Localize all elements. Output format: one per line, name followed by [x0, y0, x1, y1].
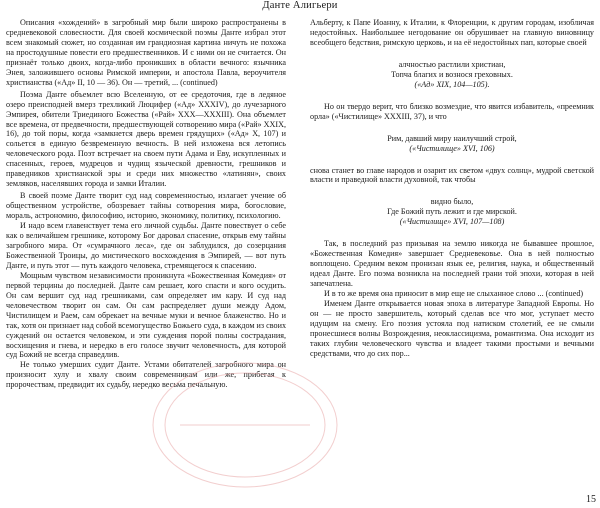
- right-column: [310, 18, 594, 359]
- verse-quote: [310, 134, 594, 154]
- paragraph: И в то же время она приносит в мир еще не слыханное слово ... (continued): [324, 289, 584, 299]
- paragraph: снова станет во главе народов и озарит их светом «двух солнц», мудрой светской власти и праведной власти духовной, так чтобы: [310, 165, 594, 185]
- verse-citation: («Ад» XIX, 104—105).: [414, 79, 490, 89]
- paragraph: Не только умерших судит Данте. Устами обитателей загробного мира он произносит хулу и хвалу своим современникам или же, прибегая к пророчествам, предвидит их судьбу, нередко весьма печальную.: [6, 360, 286, 390]
- paragraph: Альберту, к Папе Иоанну, к Италии, к Флоренции, к другим городам, изобличая недостойных. Наибольшее негодование он обрушивает на главную виновницу всеобщего бедствия, римскую церковь, и на её недостойных пап, которые своей: [310, 18, 594, 47]
- verse-line: Топча благих и вознося греховных.: [391, 69, 513, 79]
- page-number: 15: [586, 494, 596, 505]
- verse-citation: («Чистилище» XVI, 107—108): [399, 217, 505, 227]
- verse-citation: («Чистилище» XVI, 106): [409, 143, 495, 153]
- paragraph: Поэма Данте объемлет всю Вселенную, от ее средоточия, где в ледяное озеро преисподней вмерз трехликий Люцифер («Ад» XXXIV), до лучезарного Эмпирея, обители Триединого Божества («Рай» XXX—XXXIII). Она объемлет все времена, от предвечности, предшествующей сотворению мира («Рай» XXIX, 16), до той поры, когда «замкнется дверь времен грядущих» («Ад» X, 107) и сольется в единую безвременную вечность. В ней изложена вся летопись человеческого рода. Поэт встречает на своем пути Адама и Еву, искупленных и спасенных, героев, мудрецов и чудищ языческой древности, грешников и праведников христианской эры и среди них множество «латинян», своих земляков, населявших города и замки Италии.: [6, 89, 286, 189]
- verse-line: видно было,: [430, 197, 474, 207]
- verse-quote: [310, 197, 594, 227]
- paragraph: Описания «хождений» в загробный мир были широко распространены в средневековой словесности. Для своей космической поэмы Данте избрал этот всем знакомый сюжет, но созданная им грандиозная картина ничуть не похожа на простодушные повести его предшественников. И с ними он не считается. Он признаёт только двоих, когда-либо проникших в области вечного: язычника Энея, заложившего основы Римской империи, и апостола Павла, вероучителя христианства («Ад» II, 10 — 36). Он — третий, ... (continued): [6, 18, 286, 87]
- paragraph: И надо всем главенствует тема его личной судьбы. Данте повествует о себе как о величайшем грешнике, которому Бог даровал спасение, открыв ему тайны загробного мира. От «сумрачного леса», где он заблудился, до созерцания Божественной Троицы, до мистического восхождения в Эмпирей, — вот путь Данте, и путь этот — путь каждого человека, стремящегося к спасению.: [6, 221, 286, 270]
- running-title: Данте Алигьери: [262, 0, 338, 11]
- verse-line: алчностью растлили христиан,: [398, 59, 506, 69]
- verse-quote: [310, 60, 594, 90]
- paragraph: Так, в последний раз призывая на землю никогда не бывавшее прошлое, «Божественная Комедия» завершает Средневековье. Она в ней полностью воплощено. Средним веком пронизан язык ее, религия, наука, и общественный идеал Данте. Его поэма возникла на последней грани той эпохи, которая в ней запечатлена.: [310, 239, 594, 289]
- paragraph: Но он твердо верит, что близко возмездие, что явится избавитель, «преемник орла» («Чистилище» XXXIII, 37), и что: [310, 101, 594, 121]
- paragraph: Именем Данте открывается новая эпоха в литературе Западной Европы. Но он — не просто завершитель, который сделав все что мог, уступает место идущим на смену. Его поэзия устояла под натиском столетий, ее не смыли пронесшиеся волны Возрождения, неоклассицизма, романтизма. Она исходит из таких глубин человеческого чувства и владеет такими простыми и вечными средствами, что до сих пор...: [310, 299, 594, 358]
- left-column: [6, 18, 286, 390]
- paragraph: Мощным чувством независимости проникнута «Божественная Комедия» от первой терцины до последней. Данте сам решает, кого спасти и кого осудить. Он сам вершит суд над грешниками, сам определяет им кару. И суд над человечеством творит он сам. Он сам распределяет души между Адом, Чистилищем и Раем, сам обрекает на вечные муки и вечное блаженство. Но и так, хотя он признает над собой всемогущество Божьего суда, в каждом из своих суждений он остается человеком, и эти суждения порой полны сострадания, восхищения и гнева, и нередко в его голосе звучит человечность, для которой суд Божий не всегда справедлив.: [6, 270, 287, 360]
- verse-line: Где Божий путь лежит и где мирской.: [387, 207, 517, 217]
- verse-line: Рим, давший миру наилучший строй,: [387, 133, 517, 143]
- paragraph: В своей поэме Данте творит суд над современностью, излагает учение об общественном устройстве, обозревает тайны сотворения мира, богословие, мораль, астрономию, философию, историю, экономику, политику, психологию.: [6, 191, 286, 221]
